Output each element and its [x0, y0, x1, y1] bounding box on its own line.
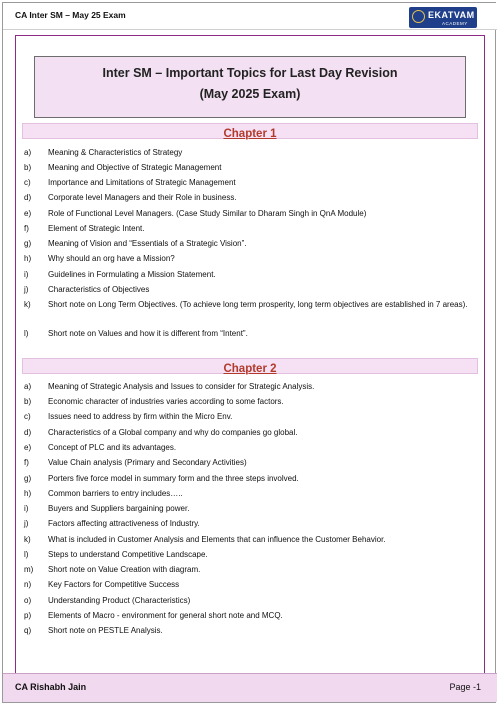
chapter-1-heading [22, 123, 478, 139]
item-text: Understanding Product (Characteristics) [48, 596, 191, 605]
document-title: Inter SM – Important Topics for Last Day Revision [102, 66, 398, 80]
document-page [2, 2, 496, 703]
item-label: p) [24, 611, 32, 620]
item-text: Meaning of Strategic Analysis and Issues to consider for Strategic Analysis. [48, 382, 315, 391]
item-text: Element of Strategic Intent. [48, 224, 145, 233]
item-text: Key Factors for Competitive Success [48, 580, 180, 589]
document-subtitle: (May 2025 Exam) [199, 87, 301, 101]
item-label: g) [24, 474, 32, 483]
page-footer [3, 673, 497, 702]
item-text: Short note on PESTLE Analysis. [48, 626, 163, 635]
item-text: Characteristics of Objectives [48, 285, 150, 294]
item-label: g) [24, 239, 32, 248]
item-label: q) [24, 626, 32, 635]
item-label: a) [24, 148, 32, 157]
ekatvam-logo [409, 7, 477, 28]
page-header [3, 3, 497, 30]
logo-emblem-icon [412, 10, 425, 23]
logo-text: EKATVAM [428, 10, 475, 20]
item-text: Elements of Macro - environment for general short note and MCQ. [48, 611, 283, 620]
item-label: f) [24, 458, 29, 467]
item-text: Short note on Long Term Objectives. (To achieve long term prosperity, long term objectives are established in 7 areas). [48, 300, 468, 309]
item-text: Economic character of industries varies according to some factors. [48, 397, 284, 406]
item-text: Issues need to address by firm within the Micro Env. [48, 412, 233, 421]
item-text: Characteristics of a Global company and why do companies go global. [48, 428, 298, 437]
item-text: Meaning and Objective of Strategic Management [48, 163, 222, 172]
item-text: What is included in Customer Analysis and Elements that can influence the Customer Behavior. [48, 535, 386, 544]
item-label: d) [24, 428, 32, 437]
item-label: h) [24, 489, 32, 498]
item-text: Why should an org have a Mission? [48, 254, 175, 263]
header-title: CA Inter SM – May 25 Exam [15, 10, 126, 20]
item-text: Meaning & Characteristics of Strategy [48, 148, 183, 157]
item-label: b) [24, 397, 32, 406]
item-label: j) [24, 285, 29, 294]
item-text: Concept of PLC and its advantages. [48, 443, 177, 452]
item-text: Porters five force model in summary form and the three steps involved. [48, 474, 299, 483]
item-label: e) [24, 443, 32, 452]
item-label: k) [24, 300, 31, 309]
item-text: Short note on Values and how it is different from “Intent”. [48, 329, 248, 338]
item-text: Common barriers to entry includes….. [48, 489, 183, 498]
item-label: e) [24, 209, 32, 218]
footer-author: CA Rishabh Jain [15, 682, 87, 692]
item-label: l) [24, 329, 29, 338]
item-label: c) [24, 178, 31, 187]
item-text: Factors affecting attractiveness of Industry. [48, 519, 200, 528]
item-label: a) [24, 382, 32, 391]
item-label: j) [24, 519, 29, 528]
item-label: c) [24, 412, 31, 421]
chapter-2-heading [22, 358, 478, 374]
item-text: Importance and Limitations of Strategic Management [48, 178, 236, 187]
content-frame [15, 35, 485, 675]
item-label: k) [24, 535, 31, 544]
item-label: m) [24, 565, 34, 574]
item-text: Corporate level Managers and their Role in business. [48, 193, 237, 202]
chapter-heading-label: Chapter 1 [223, 128, 277, 140]
logo-subtext: ACADEMY [442, 21, 468, 26]
item-text: Buyers and Suppliers bargaining power. [48, 504, 190, 513]
item-label: f) [24, 224, 29, 233]
item-label: l) [24, 550, 29, 559]
footer-page-number: Page -1 [449, 682, 481, 692]
document-title-box [34, 56, 466, 118]
item-text: Meaning of Vision and “Essentials of a Strategic Vision”. [48, 239, 247, 248]
chapter-heading-label: Chapter 2 [223, 363, 277, 375]
item-label: b) [24, 163, 32, 172]
item-text: Value Chain analysis (Primary and Secondary Activities) [48, 458, 247, 467]
item-text: Steps to understand Competitive Landscape. [48, 550, 208, 559]
item-label: i) [24, 270, 29, 279]
item-label: h) [24, 254, 32, 263]
item-label: i) [24, 504, 29, 513]
item-label: n) [24, 580, 32, 589]
item-text: Guidelines in Formulating a Mission Statement. [48, 270, 216, 279]
item-text: Short note on Value Creation with diagram. [48, 565, 201, 574]
item-label: d) [24, 193, 32, 202]
item-text: Role of Functional Level Managers. (Case Study Similar to Dharam Singh in QnA Module) [48, 209, 367, 218]
item-label: o) [24, 596, 32, 605]
